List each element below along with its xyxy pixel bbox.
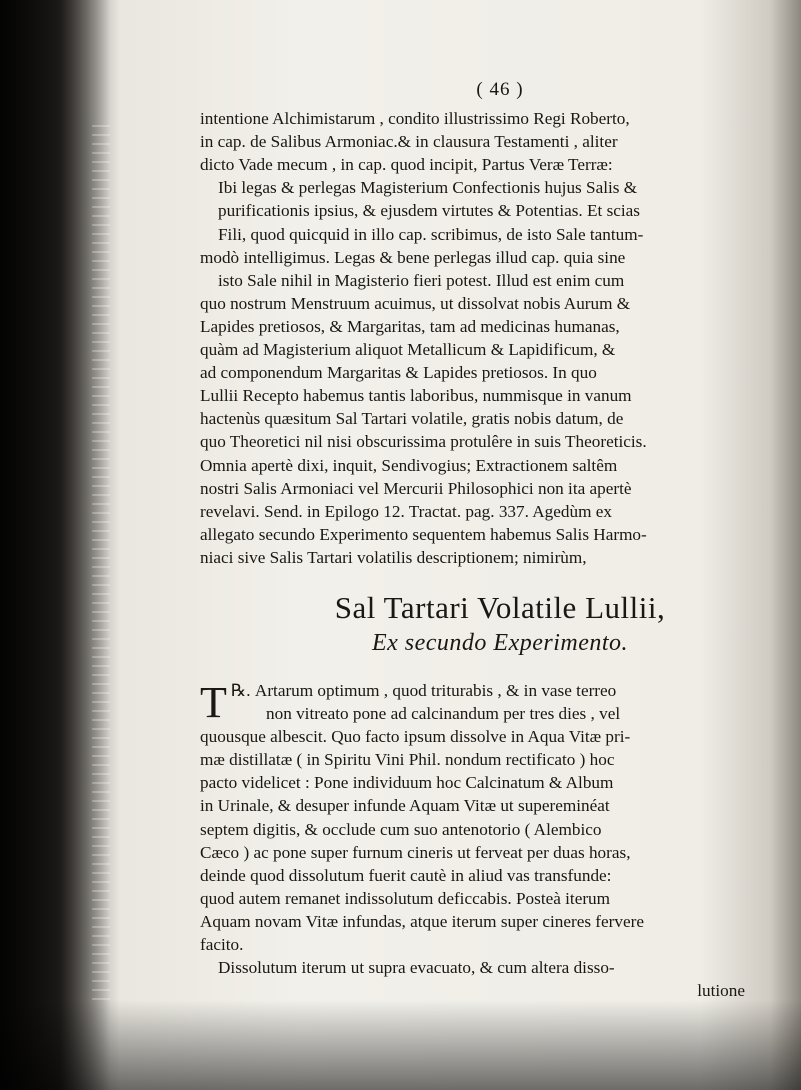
catchword: lutione	[697, 981, 745, 1001]
text-line: pacto videlicet : Pone individuum hoc Calcinatum & Album	[200, 773, 614, 793]
heading-title: Sal Tartari Volatile Lullii,	[334, 589, 666, 625]
text-line: mæ distillatæ ( in Spiritu Vini Phil. nondum rectificato ) hoc	[200, 750, 615, 770]
text-line: Dissolutum iterum ut supra evacuato, & cum altera disso-	[218, 958, 615, 978]
page-number: ( 46 )	[476, 79, 524, 100]
paragraph-intro	[200, 107, 800, 569]
text-line: Cæco ) ac pone super furnum cineris ut ferveat per duas horas,	[200, 842, 631, 862]
text-line: non vitreato pone ad calcinandum per tres dies , vel	[266, 704, 621, 724]
text-line: quod autem remanet indissolutum deficcabis. Posteà iterum	[200, 888, 611, 908]
text-line: revelavi. Send. in Epilogo 12. Tractat. pag. 337. Agedùm ex	[200, 501, 612, 521]
text-line: quo Theoretici nil nisi obscurissima protulêre in suis Theoreticis.	[200, 432, 647, 452]
text-line: isto Sale nihil in Magisterio fieri potest. Illud est enim cum	[218, 270, 625, 290]
text-line: ad componendum Margaritas & Lapides pretiosos. In quo	[200, 363, 597, 383]
text-line: niaci sive Salis Tartari volatilis descriptionem; nimirùm,	[200, 547, 587, 567]
text-line: modò intelligimus. Legas & bene perlegas illud cap. quia sine	[200, 247, 626, 267]
text-line: Ibi legas & perlegas Magisterium Confectionis hujus Salis &	[218, 178, 638, 198]
text-line: allegato secundo Experimento sequentem habemus Salis Harmo-	[200, 524, 647, 544]
text-line: Lapides pretiosos, & Margaritas, tam ad medicinas humanas,	[200, 316, 620, 336]
recipe-symbol: ℞.	[230, 680, 251, 700]
heading-subtitle: Ex secundo Experimento.	[371, 629, 629, 656]
text-line: in cap. de Salibus Armoniac.& in clausura Testamenti , aliter	[200, 132, 618, 152]
text-line: deinde quod dissolutum fuerit cautè in aliud vas transfunde:	[200, 865, 612, 885]
text-line: quo nostrum Menstruum acuimus, ut dissolvat nobis Aurum &	[200, 293, 631, 313]
text-line: Lullii Recepto habemus tantis laboribus, nummisque in vanum	[200, 386, 632, 406]
text-line: dicto Vade mecum , in cap. quod incipit, Partus Veræ Terræ:	[200, 155, 613, 175]
text-line: Fili, quod quicquid in illo cap. scribimus, de isto Sale tantum-	[218, 224, 644, 244]
text-line: septem digitis, & occlude cum suo antenotorio ( Alembico	[200, 819, 602, 839]
text-line: in Urinale, & desuper infunde Aquam Vitæ ut supereminéat	[200, 796, 610, 816]
text-line: nostri Salis Armoniaci vel Mercurii Philosophici non ita apertè	[200, 478, 632, 498]
text-line: Omnia apertè dixi, inquit, Sendivogius; Extractionem saltêm	[200, 455, 618, 475]
book-page	[200, 78, 800, 1002]
page-bottom-shadow	[0, 1000, 801, 1090]
text-line: quousque albescit. Quo facto ipsum dissolve in Aqua Vitæ pri-	[200, 727, 631, 747]
drop-cap: T	[200, 677, 227, 727]
text-line: purificationis ipsius, & ejusdem virtutes & Potentias. Et scias	[218, 201, 641, 221]
text-line: Aquam novam Vitæ infundas, atque iterum super cineres fervere	[200, 911, 644, 931]
binding-edge	[92, 120, 110, 1000]
section-heading	[200, 589, 800, 659]
text-line: intentione Alchimistarum , condito illustrissimo Regi Roberto,	[200, 109, 630, 129]
text-line: hactenùs quæsitum Sal Tartari volatile, gratis nobis datum, de	[200, 409, 624, 429]
text-line: facito.	[200, 935, 244, 954]
recipe-paragraph	[200, 679, 800, 1002]
text-line: quàm ad Magisterium aliquot Metallicum & Lapidificum, &	[200, 340, 616, 360]
text-line: Artarum optimum , quod triturabis , & in vase terreo	[254, 680, 617, 700]
